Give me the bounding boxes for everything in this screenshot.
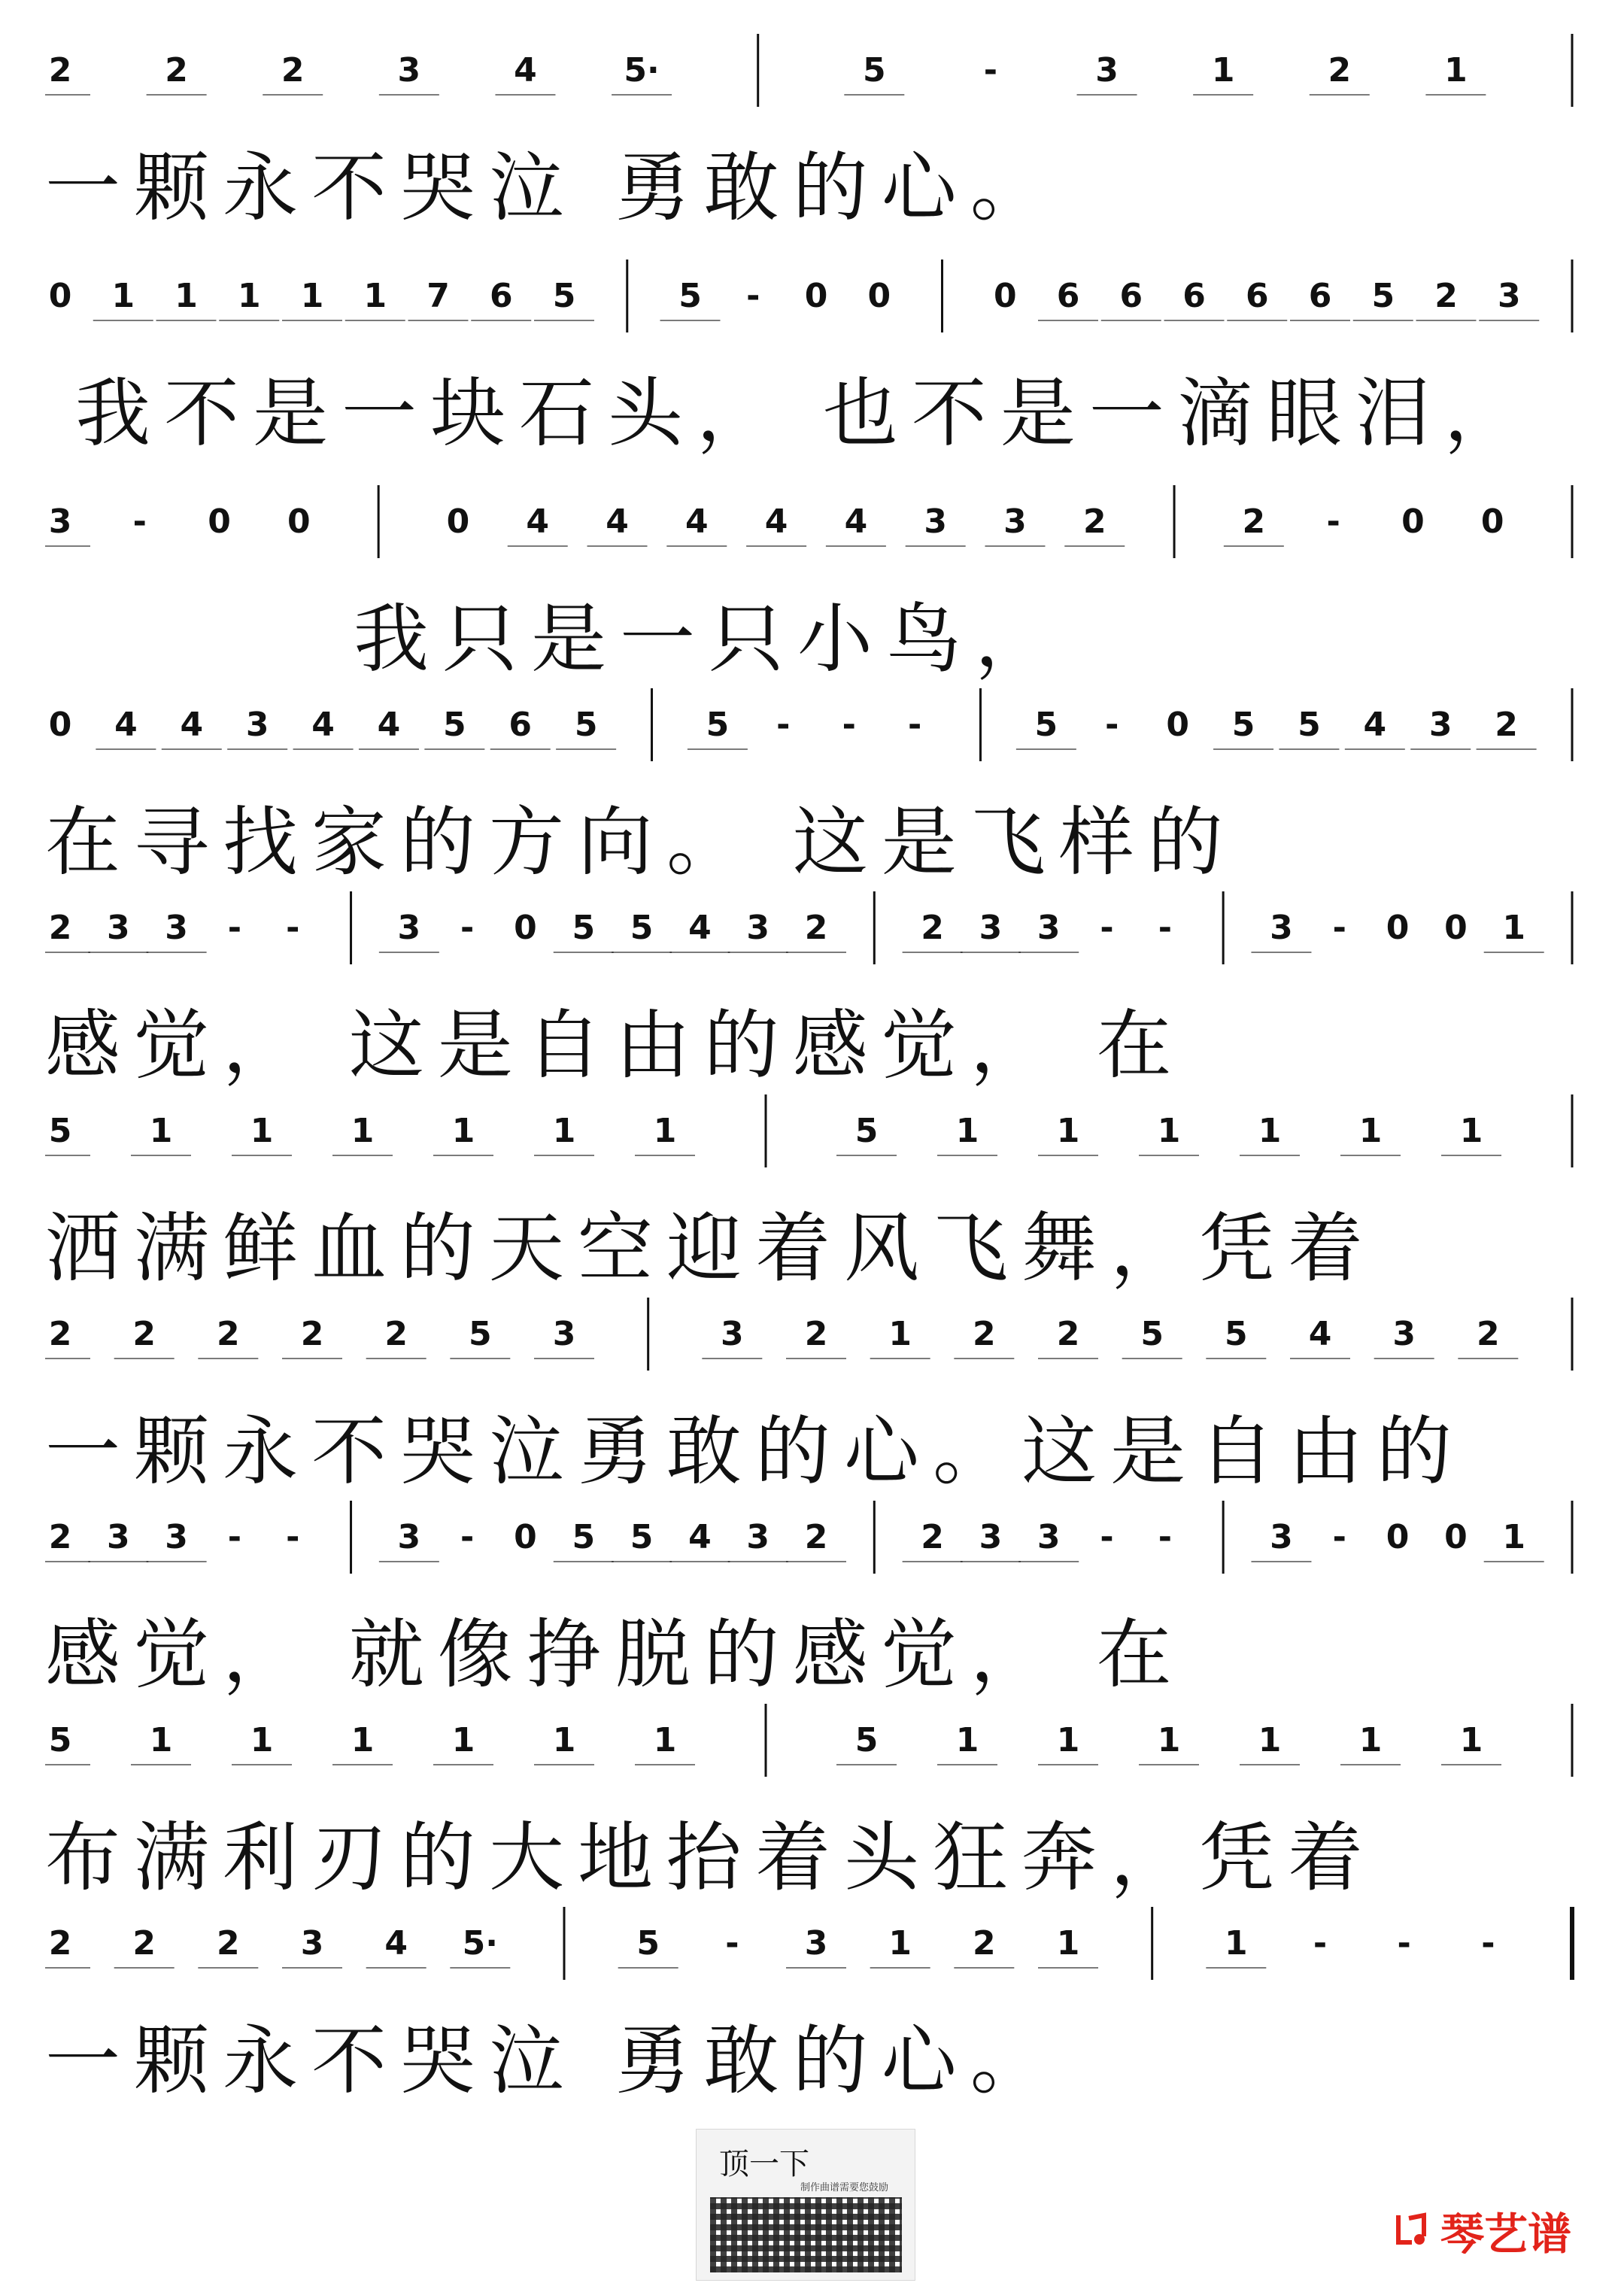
music-system-9 (45, 1692, 1587, 1918)
note-number: 5 (443, 706, 466, 744)
lyrics-row-4 (45, 790, 1587, 895)
note-number: 2 (804, 909, 828, 947)
note-number: 1 (363, 277, 387, 315)
note-number: 3 (1428, 706, 1452, 744)
note-number: 2 (973, 1924, 996, 1963)
sustain-dash: - (1100, 909, 1114, 947)
note-number: 1 (237, 277, 261, 315)
music-system-2 (45, 248, 1587, 474)
note-number: 1 (1157, 1721, 1181, 1759)
note-number: 1 (552, 1112, 576, 1150)
note-number: 6 (1308, 277, 1332, 315)
note-number: 0 (514, 909, 537, 947)
note-number: 0 (446, 502, 470, 541)
note-number: 5 (48, 1112, 72, 1150)
qr-title: 顶一下 (719, 2147, 809, 2181)
note-number: 1 (351, 1721, 375, 1759)
lyrics-row-10 (45, 2008, 1587, 2114)
note-number: 3 (1037, 909, 1061, 947)
note-number: 2 (1056, 1315, 1080, 1353)
note-number: 0 (867, 277, 891, 315)
note-number: 1 (888, 1924, 912, 1963)
note-number: 5 (706, 706, 730, 744)
note-number: 4 (377, 706, 401, 744)
music-system-5 (45, 880, 1587, 1106)
music-system-7 (45, 1286, 1587, 1512)
note-number: 4 (311, 706, 335, 744)
note-number: 1 (888, 1315, 912, 1353)
note-number: 5 (1225, 1315, 1248, 1353)
note-number: 3 (165, 1518, 188, 1556)
note-number: 5 (1298, 706, 1321, 744)
note-number: 1 (1056, 1112, 1080, 1150)
note-number: 3 (106, 909, 130, 947)
note-number: 3 (106, 1518, 130, 1556)
note-number: 0 (48, 706, 72, 744)
notation-row-5 (45, 880, 1587, 993)
note-number: 3 (300, 1924, 324, 1963)
note-number: 1 (451, 1112, 475, 1150)
note-number: 3 (746, 909, 770, 947)
note-number: 2 (973, 1315, 996, 1353)
sustain-dash: - (460, 909, 475, 947)
note-number: 1 (1502, 909, 1526, 947)
lyric-line-6: 洒满鲜血的天空迎着风飞舞，凭着 (45, 1204, 1377, 1292)
note-number: 2 (48, 1518, 72, 1556)
note-number: 2 (217, 1315, 240, 1353)
note-number: 1 (1056, 1924, 1080, 1963)
note-number: 2 (281, 51, 305, 90)
note-number: 1 (175, 277, 198, 315)
note-number: 5 (862, 51, 886, 90)
note-number: 5 (1034, 706, 1058, 744)
lyrics-row-1 (45, 135, 1587, 241)
note-number: 0 (287, 502, 311, 541)
lyric-line-3: 我只是一只小鸟， (354, 595, 1064, 683)
note-number: 1 (955, 1112, 979, 1150)
sustain-dash: - (132, 502, 147, 541)
note-number: 0 (1386, 1518, 1410, 1556)
sustain-dash: - (460, 1518, 475, 1556)
notation-row-9 (45, 1692, 1587, 1805)
note-number: 6 (1056, 277, 1080, 315)
note-number: 2 (1495, 706, 1518, 744)
lyrics-row-9 (45, 1805, 1587, 1911)
notation-row-4 (45, 677, 1587, 790)
note-number: 4 (685, 502, 709, 541)
note-number: 5 (630, 909, 654, 947)
qr-code-icon (710, 2197, 902, 2272)
lyrics-row-8 (45, 1602, 1587, 1708)
note-number: 0 (514, 1518, 537, 1556)
sustain-dash: - (842, 706, 856, 744)
music-system-4 (45, 677, 1587, 903)
note-number: 3 (924, 502, 947, 541)
note-number: 5 (678, 277, 702, 315)
notation-row-1 (45, 23, 1587, 135)
note-number: 3 (1037, 1518, 1061, 1556)
sustain-dash: - (1313, 1924, 1328, 1963)
note-number: 5· (624, 51, 660, 90)
note-number: 1 (250, 1721, 274, 1759)
notation-row-10 (45, 1896, 1587, 2008)
note-number: 0 (1166, 706, 1189, 744)
note-number: 4 (180, 706, 204, 744)
notation-row-2 (45, 248, 1587, 361)
note-number: 0 (1444, 909, 1468, 947)
sustain-dash: - (1326, 502, 1340, 541)
note-number: 2 (48, 909, 72, 947)
note-number: 3 (1003, 502, 1027, 541)
music-system-10 (45, 1896, 1587, 2121)
music-system-8 (45, 1489, 1587, 1715)
note-number: 2 (48, 51, 72, 90)
note-number: 4 (114, 706, 138, 744)
note-number: 1 (1358, 1112, 1383, 1150)
note-number: 4 (1308, 1315, 1332, 1353)
note-number: 0 (208, 502, 231, 541)
note-number: 5 (574, 706, 598, 744)
note-number: 2 (804, 1315, 828, 1353)
note-number: 7 (426, 277, 450, 315)
note-number: 5 (572, 1518, 596, 1556)
note-number: 2 (300, 1315, 324, 1353)
note-number: 3 (1497, 277, 1521, 315)
note-number: 1 (1459, 1112, 1483, 1150)
note-number: 1 (552, 1721, 576, 1759)
sustain-dash: - (1100, 1518, 1114, 1556)
note-number: 0 (1401, 502, 1425, 541)
lyric-line-8: 感觉， 就像挣脱的感觉， 在 (45, 1610, 1185, 1699)
note-number: 3 (1270, 909, 1293, 947)
sustain-dash: - (776, 706, 791, 744)
lyric-line-9: 布满利刃的大地抬着头狂奔，凭着 (45, 1814, 1377, 1902)
sustain-dash: - (1481, 1924, 1495, 1963)
note-number: 2 (1328, 51, 1352, 90)
note-number: 5 (1371, 277, 1395, 315)
note-number: 3 (746, 1518, 770, 1556)
note-number: 4 (606, 502, 629, 541)
sustain-dash: - (1397, 1924, 1411, 1963)
music-note-logo-icon (1391, 2209, 1433, 2251)
notation-row-8 (45, 1489, 1587, 1602)
note-number: 6 (1245, 277, 1269, 315)
lyric-line-2: 我不是一块石头， 也不是一滴眼泪， (75, 369, 1533, 457)
note-number: 3 (245, 706, 269, 744)
note-number: 1 (351, 1112, 375, 1150)
note-number: 0 (1444, 1518, 1468, 1556)
note-number: 1 (1358, 1721, 1383, 1759)
note-number: 3 (1392, 1315, 1416, 1353)
notation-row-7 (45, 1286, 1587, 1399)
note-number: 3 (552, 1315, 576, 1353)
note-number: 2 (1477, 1315, 1500, 1353)
note-number: 2 (132, 1924, 156, 1963)
sustain-dash: - (286, 1518, 300, 1556)
sustain-dash: - (1158, 1518, 1172, 1556)
brand-logo-text: 琴艺谱 (1440, 2209, 1571, 2260)
note-number: 6 (489, 277, 513, 315)
music-system-1 (45, 23, 1587, 248)
note-number: 2 (48, 1924, 72, 1963)
brand-logo[interactable] (1391, 2204, 1571, 2260)
note-number: 1 (1157, 1112, 1181, 1150)
lyric-line-5: 感觉， 这是自由的感觉， 在 (45, 1001, 1185, 1089)
note-number: 5· (462, 1924, 499, 1963)
note-number: 1 (451, 1721, 475, 1759)
lyric-line-1: 一颗永不哭泣 勇敢的心。 (45, 144, 1059, 232)
note-number: 3 (48, 502, 72, 541)
sustain-dash: - (1158, 909, 1172, 947)
note-number: 4 (1363, 706, 1387, 744)
note-number: 1 (1258, 1112, 1282, 1150)
note-number: 3 (397, 1518, 421, 1556)
note-number: 2 (1082, 502, 1106, 541)
sustain-dash: - (1105, 706, 1119, 744)
note-number: 4 (384, 1924, 408, 1963)
sustain-dash: - (725, 1924, 739, 1963)
note-number: 2 (132, 1315, 156, 1353)
note-number: 6 (1119, 277, 1143, 315)
note-number: 4 (688, 909, 712, 947)
note-number: 3 (165, 909, 188, 947)
note-number: 5 (552, 277, 576, 315)
note-number: 2 (804, 1518, 828, 1556)
note-number: 2 (1434, 277, 1458, 315)
note-number: 5 (469, 1315, 492, 1353)
note-number: 0 (1386, 909, 1410, 947)
note-number: 1 (1056, 1721, 1080, 1759)
note-number: 3 (1095, 51, 1119, 90)
lyrics-row-3 (45, 587, 1587, 692)
note-number: 2 (921, 909, 944, 947)
notation-row-3 (45, 474, 1587, 587)
lyric-line-7: 一颗永不哭泣勇敢的心。这是自由的 (45, 1407, 1465, 1495)
lyrics-row-5 (45, 993, 1587, 1098)
note-number: 1 (111, 277, 135, 315)
lyrics-row-2 (45, 361, 1587, 466)
note-number: 1 (300, 277, 324, 315)
note-number: 1 (653, 1721, 677, 1759)
note-number: 3 (1270, 1518, 1293, 1556)
sustain-dash: - (286, 909, 300, 947)
music-system-6 (45, 1083, 1587, 1309)
note-number: 2 (48, 1315, 72, 1353)
lyrics-row-6 (45, 1196, 1587, 1301)
note-number: 4 (526, 502, 550, 541)
note-number: 1 (1258, 1721, 1282, 1759)
note-number: 1 (1225, 1924, 1248, 1963)
note-number: 2 (165, 51, 188, 90)
note-number: 5 (636, 1924, 660, 1963)
note-number: 6 (508, 706, 533, 744)
note-number: 1 (653, 1112, 677, 1150)
note-number: 1 (149, 1721, 173, 1759)
lyrics-row-7 (45, 1399, 1587, 1504)
note-number: 4 (764, 502, 788, 541)
note-number: 3 (721, 1315, 744, 1353)
note-number: 0 (1480, 502, 1504, 541)
note-number: 0 (993, 277, 1017, 315)
note-number: 1 (250, 1112, 274, 1150)
note-number: 1 (1444, 51, 1468, 90)
lyric-line-10: 一颗永不哭泣 勇敢的心。 (45, 2017, 1059, 2105)
note-number: 4 (688, 1518, 712, 1556)
sustain-dash: - (746, 277, 760, 315)
note-number: 0 (804, 277, 828, 315)
note-number: 0 (48, 277, 72, 315)
qr-subtitle: 制作曲谱需要您鼓励 (800, 2182, 889, 2193)
note-number: 1 (1502, 1518, 1526, 1556)
sustain-dash: - (1332, 1518, 1346, 1556)
note-number: 6 (1182, 277, 1206, 315)
sustain-dash: - (227, 1518, 242, 1556)
note-number: 3 (979, 909, 1003, 947)
note-number: 2 (384, 1315, 408, 1353)
sustain-dash: - (227, 909, 242, 947)
note-number: 5 (1140, 1315, 1164, 1353)
note-number: 3 (397, 909, 421, 947)
note-number: 2 (1242, 502, 1266, 541)
support-qr-card[interactable] (696, 2129, 915, 2281)
note-number: 5 (630, 1518, 654, 1556)
note-number: 1 (149, 1112, 173, 1150)
note-number: 5 (572, 909, 596, 947)
note-number: 1 (955, 1721, 979, 1759)
note-number: 3 (397, 51, 421, 90)
note-number: 3 (979, 1518, 1003, 1556)
notation-row-6 (45, 1083, 1587, 1196)
note-number: 4 (844, 502, 868, 541)
sustain-dash: - (1332, 909, 1346, 947)
lyric-line-4: 在寻找家的方向。 这是飞样的 (45, 798, 1237, 886)
note-number: 5 (854, 1112, 879, 1150)
note-number: 1 (1459, 1721, 1483, 1759)
page-footer (0, 2129, 1624, 2289)
note-number: 5 (1231, 706, 1255, 744)
note-number: 2 (217, 1924, 240, 1963)
note-number: 3 (804, 1924, 828, 1963)
note-number: 5 (48, 1721, 72, 1759)
note-number: 5 (854, 1721, 879, 1759)
note-number: 4 (514, 51, 537, 90)
music-system-3 (45, 474, 1587, 700)
note-number: 2 (921, 1518, 944, 1556)
sustain-dash: - (983, 51, 998, 90)
note-number: 1 (1211, 51, 1235, 90)
sustain-dash: - (907, 706, 922, 744)
